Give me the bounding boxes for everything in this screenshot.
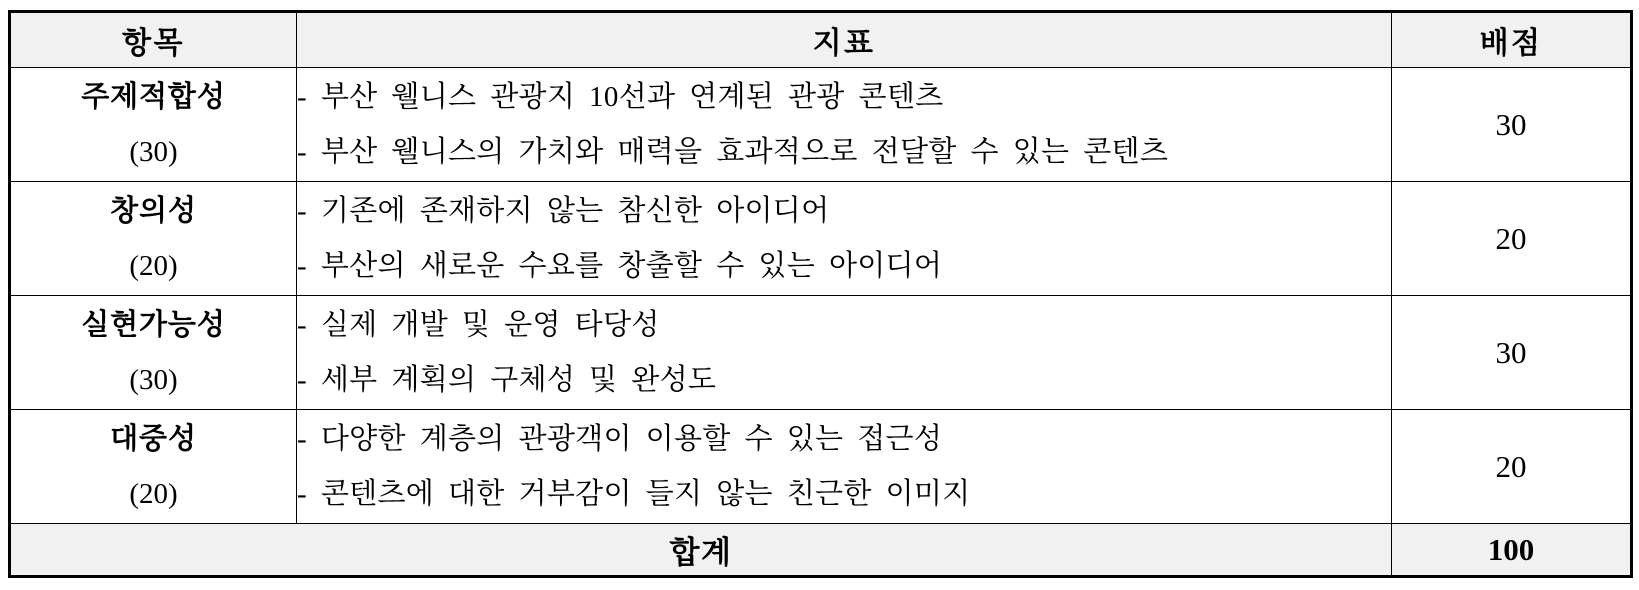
points-cell <box>1392 410 1632 524</box>
category-name: 실현가능성 <box>81 308 226 341</box>
indicator-line: - 실제 개발 및 운영 타당성 <box>297 308 660 341</box>
category-points: (20) <box>129 249 178 282</box>
total-points-value: 100 <box>1487 531 1535 567</box>
indicator-line: - 부산 웰니스의 가치와 매력을 효과적으로 전달할 수 있는 콘텐츠 <box>297 135 1169 168</box>
category-cell <box>10 182 297 296</box>
points-value: 30 <box>1495 334 1527 370</box>
indicator-cell <box>297 68 1392 182</box>
header-item <box>10 12 297 68</box>
category-points: (30) <box>129 363 178 396</box>
header-indicator <box>297 12 1392 68</box>
indicator-line: - 부산의 새로운 수요를 창출할 수 있는 아이디어 <box>297 249 943 282</box>
category-name: 주제적합성 <box>81 80 226 113</box>
category-name: 창의성 <box>110 194 197 227</box>
indicator-cell <box>297 410 1392 524</box>
table-row <box>10 410 1632 524</box>
category-name: 대중성 <box>110 422 197 455</box>
table-row <box>10 68 1632 182</box>
points-cell <box>1392 296 1632 410</box>
indicator-line: - 기존에 존재하지 않는 참신한 아이디어 <box>297 194 830 227</box>
points-cell <box>1392 68 1632 182</box>
total-points-cell <box>1392 524 1632 577</box>
table-row <box>10 182 1632 296</box>
category-cell <box>10 296 297 410</box>
evaluation-criteria-table <box>8 10 1633 578</box>
indicator-cell <box>297 182 1392 296</box>
indicator-cell <box>297 296 1392 410</box>
total-label: 합계 <box>669 535 733 570</box>
header-points <box>1392 12 1632 68</box>
header-indicator-label: 지표 <box>812 27 876 60</box>
indicator-line: - 세부 계획의 구체성 및 완성도 <box>297 363 717 396</box>
points-cell <box>1392 182 1632 296</box>
points-value: 20 <box>1495 220 1527 256</box>
table-row <box>10 296 1632 410</box>
total-label-cell <box>10 524 1392 577</box>
category-points: (20) <box>129 477 178 510</box>
indicator-line: - 다양한 계층의 관광객이 이용할 수 있는 접근성 <box>297 422 943 455</box>
category-cell <box>10 410 297 524</box>
category-points: (30) <box>129 135 178 168</box>
points-value: 20 <box>1495 448 1527 484</box>
indicator-line: - 콘텐츠에 대한 거부감이 들지 않는 친근한 이미지 <box>297 477 971 510</box>
header-points-label: 배점 <box>1479 27 1543 60</box>
indicator-line: - 부산 웰니스 관광지 10선과 연계된 관광 콘텐츠 <box>297 80 944 113</box>
total-row <box>10 524 1632 577</box>
points-value: 30 <box>1495 106 1527 142</box>
header-item-label: 항목 <box>122 27 185 60</box>
category-cell <box>10 68 297 182</box>
